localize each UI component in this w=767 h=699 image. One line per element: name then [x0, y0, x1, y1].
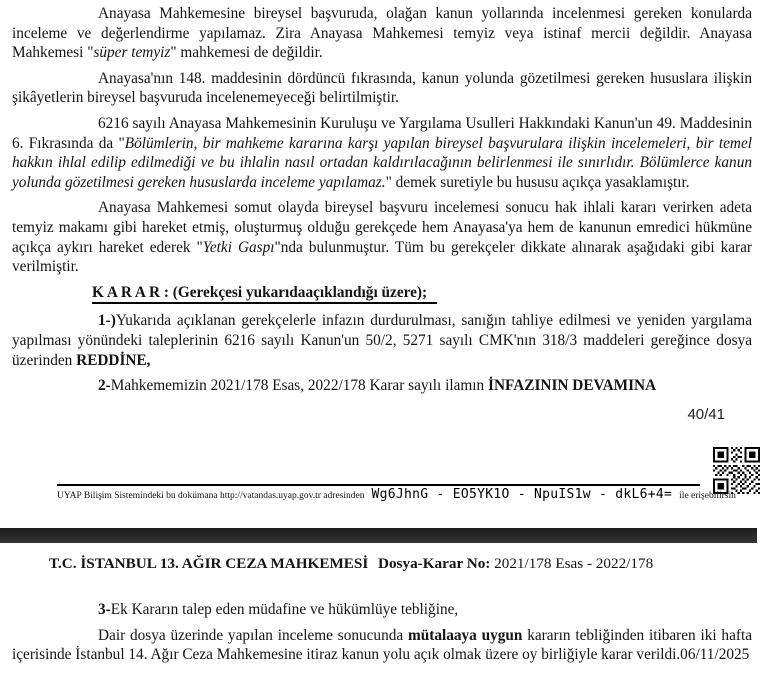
uyap-footer — [57, 487, 736, 502]
paragraph-6216-kanun: 6216 sayılı Anayasa Mahkemesinin Kuruluşu ve Yargılama Usulleri Hakkındaki Kanun'un 49. Maddesinin 6. Fıkrasında da "Bölümlerin, bir mahkeme kararına karşı yapılan bireysel başvurulara ilişkin incelemeleri, bir temel hakkın ihlal edilip edilmediği ve bu ihlalin nasıl ortadan kaldırılacağının belirlenmesi ile sınırlıdır. Bölümlerce kanun yolunda gözetilmesi gereken hususlarda inceleme yapılamaz." demek suretiyle bu hususu açıkça yasaklamıştır. — [12, 114, 752, 191]
page-separator — [0, 528, 757, 543]
paragraph-anayasa-bireysel: Anayasa Mahkemesine bireysel başvuruda, olağan kanun yollarında incelenmesi gereken konularda inceleme ve değerlendirme yapılamaz. Zira Anayasa Mahkemesi temyiz veya istinaf mercii değildir. Anayasa Mahkemesi "süper temyiz" mahkemesi de değildir. — [12, 5, 752, 62]
court-name: T.C. İSTANBUL 13. AĞIR CEZA MAHKEMESİ — [49, 555, 369, 572]
paragraph-yetki-gaspi: Anayasa Mahkemesi somut olayda bireysel başvuru incelemesi sonucu hak ihlali kararı verirken adeta temyiz makamı gibi hareket etmiş, oluşturmuş olduğu gerekçede hem Anayasa'ya hem de kanunun emredici hükmüne açıkça aykırı hareket ederek "Yetki Gaspı"nda bulunmuştur. Tüm bu gerekçeler dikkate alınarak aşağıdaki gibi karar verilmiştir. — [12, 199, 753, 276]
case-number — [378, 555, 653, 573]
case-number-label: Dosya-Karar No: — [378, 555, 491, 572]
decision-item-2: 2-Mahkememizin 2021/178 Esas, 2022/178 Karar sayılı ilamın İNFAZININ DEVAMINA — [98, 377, 657, 395]
page-number: 40/41 — [687, 406, 725, 423]
decision-item-3: 3-Ek Kararın talep eden müdafine ve hükümlüye tebliğine, — [98, 601, 459, 618]
karar-heading-line — [12, 283, 752, 303]
uyap-footer-prefix: UYAP Bilişim Sistemindeki bu dokümana http://vatandas.uyap.gov.tr adresinden — [57, 491, 365, 501]
case-number-value: 2021/178 Esas - 2022/178 — [494, 555, 654, 572]
paragraph-anayasa-148: Anayasa'nın 148. maddesinin dördüncü fıkrasında, kanun yolunda gözetilmesi gereken hususlara ilişkin şikâyetlerin bireysel başvuruda incelenemeyeceği belirtilmiştir. — [12, 69, 752, 107]
karar-heading: K A R A R : (Gerekçesi yukarıdaaçıklandığı üzere); — [92, 284, 437, 304]
page-2-header — [12, 555, 752, 574]
document-access-code: Wg6JhnG - EO5YK1O - NpuIS1w - dkL6+4= — [371, 487, 673, 502]
decision-item-1: 1-)Yukarıda açıklanan gerekçelerle infazın durdurulması, sanığın tahliye edilmesi ve yeniden yargılama yapılması yönündeki taleplerinin 6216 sayılı Kanun'un 50/2, 5271 sayılı CMK'nın 318/3 maddeleri gereğince dosya üzerinden REDDİNE, — [12, 312, 752, 369]
footer-divider — [57, 484, 700, 486]
uyap-footer-suffix: ile erişebilirsin — [679, 491, 736, 501]
page-2 — [0, 543, 767, 699]
closing-paragraph: Dair dosya üzerinde yapılan inceleme sonucunda mütalaaya uygun kararın tebliğinden itibaren iki hafta içerisinde İstanbul 14. Ağır Ceza Mahkemesine itiraz kanun yolu açık olmak üzere oy birliğiyle karar verildi.06/11/2025 — [12, 626, 753, 664]
